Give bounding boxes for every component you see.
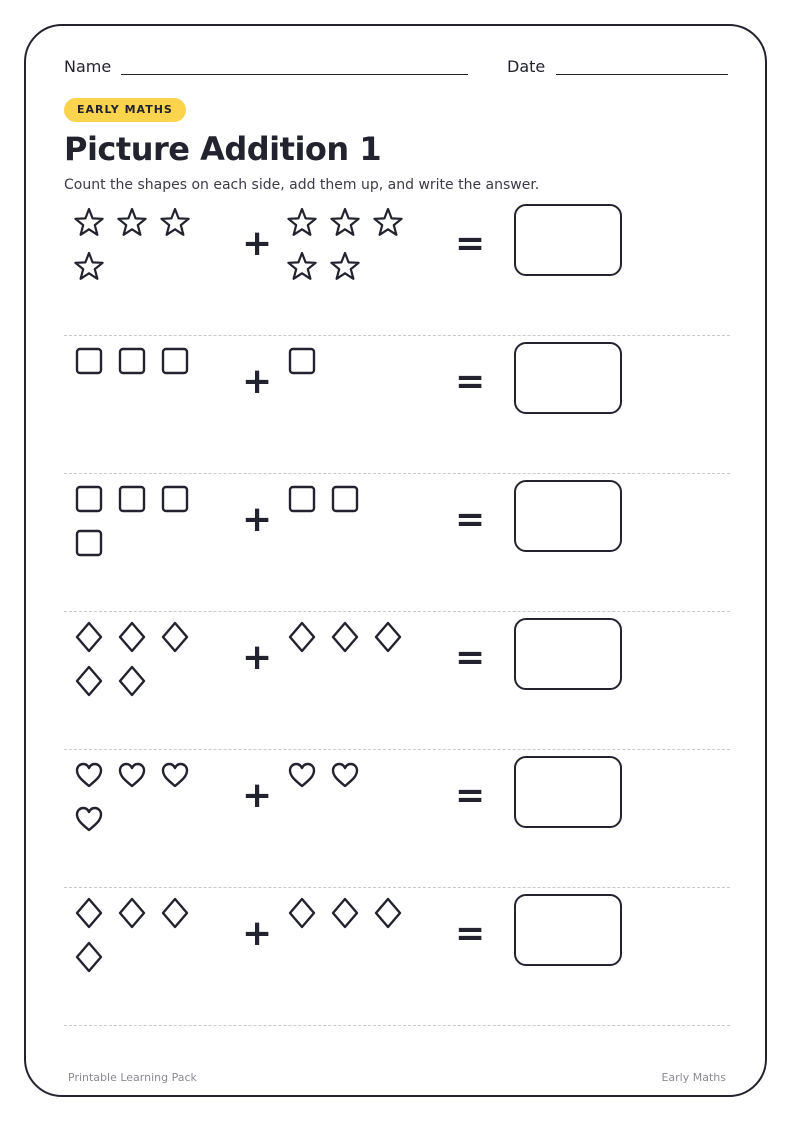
right-shape-group (283, 895, 418, 931)
star-icon (326, 249, 364, 285)
instructions: Count the shapes on each side, add them up, and write the answer. (64, 177, 540, 193)
date-label: Date (507, 57, 546, 76)
square-icon (283, 481, 321, 517)
plus-sign: + (242, 361, 273, 402)
row-divider (64, 1025, 730, 1026)
diamond-icon (283, 895, 321, 931)
plus-sign: + (242, 637, 273, 678)
square-icon (113, 343, 151, 379)
left-shape-group (70, 205, 205, 285)
problem-row (64, 336, 730, 474)
plus-sign: + (242, 775, 273, 816)
problem-row (64, 888, 730, 1026)
star-icon (283, 249, 321, 285)
plus-sign: + (242, 499, 273, 540)
left-shape-group (70, 481, 205, 561)
category-tag: EARLY MATHS (64, 98, 186, 122)
answer-box[interactable] (514, 618, 622, 690)
answer-box[interactable] (514, 342, 622, 414)
equals-sign: = (455, 499, 486, 540)
diamond-icon (326, 895, 364, 931)
problem-row (64, 612, 730, 750)
equals-sign: = (455, 361, 486, 402)
plus-sign: + (242, 913, 273, 954)
left-shape-group (70, 343, 205, 379)
heart-icon (326, 757, 364, 793)
square-icon (70, 343, 108, 379)
star-icon (283, 205, 321, 241)
diamond-icon (369, 619, 407, 655)
diamond-icon (326, 619, 364, 655)
diamond-icon (70, 939, 108, 975)
diamond-icon (283, 619, 321, 655)
right-shape-group (283, 343, 418, 379)
heart-icon (70, 757, 108, 793)
diamond-icon (70, 619, 108, 655)
star-icon (326, 205, 364, 241)
square-icon (326, 481, 364, 517)
heart-icon (70, 801, 108, 837)
diamond-icon (113, 619, 151, 655)
left-shape-group (70, 619, 205, 699)
problem-row (64, 750, 730, 888)
right-shape-group (283, 757, 418, 793)
diamond-icon (113, 663, 151, 699)
equals-sign: = (455, 775, 486, 816)
heart-icon (156, 757, 194, 793)
star-icon (70, 249, 108, 285)
answer-box[interactable] (514, 204, 622, 276)
answer-box[interactable] (514, 756, 622, 828)
equals-sign: = (455, 913, 486, 954)
equals-sign: = (455, 223, 486, 264)
square-icon (283, 343, 321, 379)
right-shape-group (283, 619, 418, 655)
problem-row (64, 198, 730, 336)
star-icon (113, 205, 151, 241)
star-icon (70, 205, 108, 241)
star-icon (369, 205, 407, 241)
right-shape-group (283, 481, 418, 517)
left-shape-group (70, 757, 205, 837)
left-shape-group (70, 895, 205, 975)
heart-icon (113, 757, 151, 793)
diamond-icon (113, 895, 151, 931)
star-icon (156, 205, 194, 241)
name-label: Name (64, 57, 112, 76)
diamond-icon (156, 895, 194, 931)
diamond-icon (156, 619, 194, 655)
answer-box[interactable] (514, 894, 622, 966)
equals-sign: = (455, 637, 486, 678)
name-line[interactable] (121, 74, 468, 75)
page-title: Picture Addition 1 (64, 130, 382, 168)
square-icon (70, 525, 108, 561)
answer-box[interactable] (514, 480, 622, 552)
square-icon (70, 481, 108, 517)
footer-right: Early Maths (661, 1071, 726, 1084)
problem-row (64, 474, 730, 612)
diamond-icon (70, 663, 108, 699)
right-shape-group (283, 205, 418, 285)
square-icon (113, 481, 151, 517)
heart-icon (283, 757, 321, 793)
square-icon (156, 481, 194, 517)
plus-sign: + (242, 223, 273, 264)
diamond-icon (70, 895, 108, 931)
date-line[interactable] (556, 74, 728, 75)
diamond-icon (369, 895, 407, 931)
footer-left: Printable Learning Pack (68, 1071, 197, 1084)
square-icon (156, 343, 194, 379)
